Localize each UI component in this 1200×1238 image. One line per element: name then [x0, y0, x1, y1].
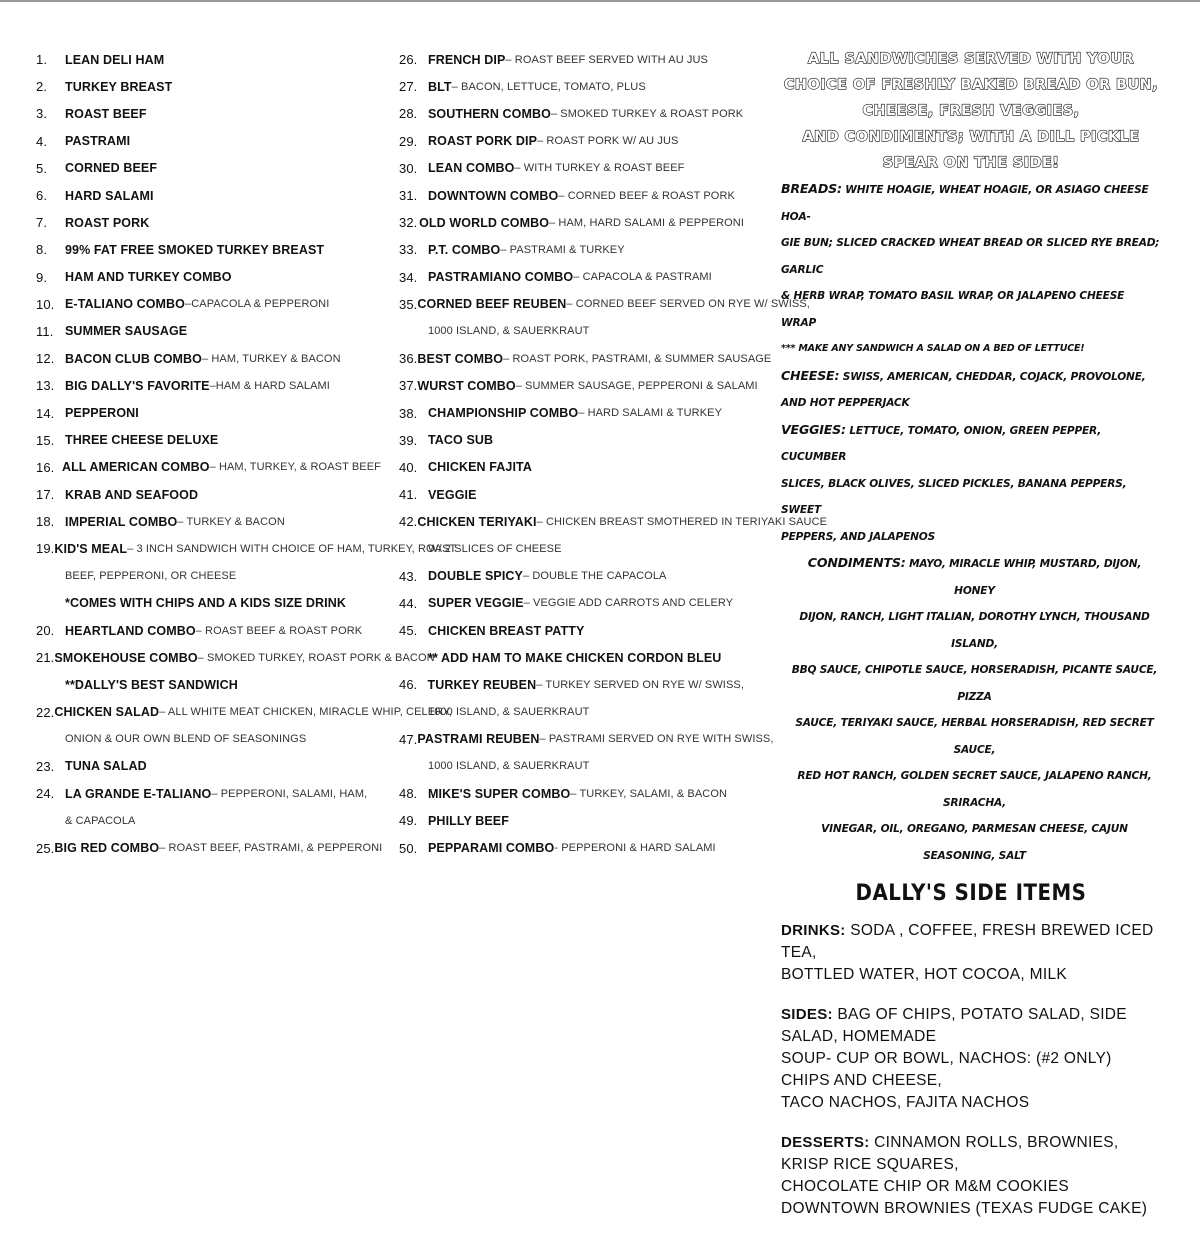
condiments-text: BBQ SAUCE, CHIPOTLE SAUCE, HORSERADISH, PICANTE SAUCE, PIZZA	[791, 664, 1158, 703]
side-items-title: DALLY'S SIDE ITEMS	[855, 881, 1087, 906]
sides-section	[781, 1004, 1161, 1114]
menu-item-description: – PEPPERONI, SALAMI, HAM,	[211, 787, 368, 800]
menu-item-description: – HARD SALAMI & TURKEY	[578, 407, 723, 420]
menu-item-name: PEPPARAMI COMBO	[428, 841, 555, 856]
menu-item	[36, 318, 381, 345]
menu-item	[36, 508, 381, 535]
menu-item-number: 11.	[36, 323, 54, 339]
menu-item-name: DOUBLE SPICY	[428, 569, 523, 584]
intro-line: CHEESE, FRESH VEGGIES,	[862, 103, 1080, 119]
menu-item-name: BIG DALLY'S FAVORITE	[65, 378, 210, 393]
menu-item	[399, 780, 744, 807]
cheese-section	[781, 363, 1161, 417]
menu-item-name: KRAB AND SEAFOOD	[65, 487, 199, 502]
drinks-heading: DRINKS:	[781, 922, 846, 939]
menu-item	[36, 236, 381, 263]
menu-item-number: 5.	[36, 160, 48, 176]
menu-item-continuation	[399, 753, 744, 780]
menu-item	[399, 834, 744, 861]
menu-item-description: – ALL WHITE MEAT CHICKEN, MIRACLE WHIP, CELERY,	[159, 706, 453, 719]
menu-item	[36, 73, 381, 100]
menu-item-description: – CORNED BEEF & ROAST PORK	[558, 189, 735, 202]
menu-item	[36, 481, 381, 508]
menu-item-description: 1000 ISLAND, & SAUERKRAUT	[428, 706, 590, 719]
desserts-section	[781, 1132, 1161, 1220]
menu-item	[399, 590, 744, 617]
menu-item-number: 26.	[399, 52, 418, 68]
menu-item	[399, 481, 744, 508]
veggies-heading: VEGGIES:	[781, 421, 846, 437]
menu-item	[36, 644, 435, 671]
menu-item-note-text: *COMES WITH CHIPS AND A KIDS SIZE DRINK	[65, 596, 346, 611]
menu-item-continuation	[399, 535, 744, 562]
menu-item-number: 44.	[399, 595, 418, 611]
breads-heading: BREADS:	[781, 181, 842, 196]
menu-item-description: – SMOKED TURKEY, ROAST PORK & BACON	[197, 651, 435, 664]
menu-item	[399, 617, 744, 644]
breads-section	[781, 176, 1161, 363]
menu-item-description: ONION & OUR OWN BLEND OF SEASONINGS	[65, 733, 307, 746]
desserts-heading: DESSERTS:	[781, 1134, 870, 1151]
menu-item-name: OLD WORLD COMBO	[419, 215, 550, 230]
menu-item-name: IMPERIAL COMBO	[65, 514, 178, 529]
menu-item-description: – ROAST BEEF, PASTRAMI, & PEPPERONI	[159, 842, 383, 855]
sides-heading: SIDES:	[781, 1006, 833, 1023]
menu-item-description: – PASTRAMI & TURKEY	[500, 243, 625, 256]
menu-item-number: 49.	[399, 813, 418, 829]
menu-item-description: – SUMMER SAUSAGE, PEPPERONI & SALAMI	[515, 379, 758, 392]
served-with-intro	[781, 46, 1161, 176]
menu-item	[36, 399, 381, 426]
menu-item-description: & CAPACOLA	[65, 814, 136, 827]
drinks-section	[781, 920, 1161, 986]
sides-text: TACO NACHOS, FAJITA NACHOS	[781, 1094, 1030, 1111]
menu-item	[36, 372, 381, 399]
menu-item-note	[36, 590, 381, 617]
menu-item	[36, 46, 381, 73]
menu-item-number: 15.	[36, 432, 55, 448]
menu-item-description: – TURKEY, SALAMI, & BACON	[570, 787, 728, 800]
intro-line: AND CONDIMENTS; WITH A DILL PICKLE	[802, 129, 1140, 145]
sides-text: BAG OF CHIPS, POTATO SALAD, SIDE SALAD, HOMEMADE	[781, 1006, 1127, 1045]
menu-item	[399, 236, 744, 263]
menu-item	[399, 209, 744, 236]
menu-item-number: 9.	[36, 269, 48, 285]
veggies-text: LETTUCE, TOMATO, ONION, GREEN PEPPER, CUCUMBER	[781, 424, 1102, 463]
menu-item-name: SUPER VEGGIE	[428, 596, 524, 611]
menu-item-number: 3.	[36, 106, 48, 122]
menu-item-name: CHICKEN TERIYAKI	[417, 514, 537, 529]
menu-item-continuation	[36, 807, 381, 834]
menu-item-number: 21.	[36, 650, 55, 666]
intro-line: ALL SANDWICHES SERVED WITH YOUR	[808, 51, 1134, 67]
menu-item-name: TUNA SALAD	[65, 759, 147, 774]
menu-item-description: – CHICKEN BREAST SMOTHERED IN TERIYAKI SAUCE	[536, 515, 828, 528]
menu-item-description: – TURKEY SERVED ON RYE W/ SWISS,	[536, 678, 744, 691]
menu-item-number: 13.	[36, 378, 55, 394]
menu-item-name: CHICKEN SALAD	[54, 705, 160, 720]
menu-item-note	[399, 644, 744, 671]
menu-item-name: LEAN COMBO	[428, 161, 515, 176]
condiments-text: VINEGAR, OIL, OREGANO, PARMESAN CHEESE, CAJUN SEASONING, SALT	[821, 823, 1128, 862]
top-border-line	[0, 0, 1200, 2]
menu-item	[36, 780, 381, 807]
intro-line: SPEAR ON THE SIDE!	[882, 155, 1060, 171]
menu-item	[36, 427, 381, 454]
menu-item-description: – ROAST BEEF SERVED WITH AU JUS	[505, 53, 708, 66]
menu-item-description: – CAPACOLA & PASTRAMI	[573, 271, 712, 284]
menu-item-number: 39.	[399, 432, 418, 448]
menu-item-name: DOWNTOWN COMBO	[428, 188, 559, 203]
menu-item-description: – VEGGIE ADD CARROTS AND CELERY	[523, 597, 734, 610]
menu-item-number: 41.	[399, 487, 418, 503]
menu-item-name: ROAST PORK	[65, 215, 150, 230]
menu-item-number: 36.	[399, 351, 418, 367]
menu-item	[36, 535, 457, 562]
menu-item-number: 8.	[36, 242, 48, 258]
menu-item-description: – HAM, TURKEY & BACON	[202, 352, 341, 365]
desserts-text: CINNAMON ROLLS, BROWNIES, KRISP RICE SQUARES,	[781, 1134, 1119, 1173]
menu-item-number: 25.	[36, 840, 55, 856]
menu-item-number: 48.	[399, 786, 418, 802]
menu-item-description: W/ 2 SLICES OF CHEESE	[428, 542, 562, 555]
menu-item-number: 6.	[36, 188, 48, 204]
menu-item	[399, 726, 774, 753]
menu-item-description: 1000 ISLAND, & SAUERKRAUT	[428, 325, 590, 338]
menu-item-name: E-TALIANO COMBO	[65, 297, 186, 312]
menu-item	[36, 454, 381, 481]
menu-item-name: ROAST BEEF	[65, 106, 147, 121]
menu-item-name: LA GRANDE E-TALIANO	[65, 786, 212, 801]
menu-item-name: ALL AMERICAN COMBO	[61, 460, 210, 475]
menu-item-number: 1.	[36, 52, 48, 68]
menu-item-name: KID'S MEAL	[54, 541, 128, 556]
menu-item-name: PASTRAMIANO COMBO	[428, 270, 574, 285]
menu-item-note-text: **DALLY'S BEST SANDWICH	[65, 677, 238, 692]
menu-item-continuation	[399, 699, 744, 726]
cheese-text: SWISS, AMERICAN, CHEDDAR, COJACK, PROVOLONE,	[839, 370, 1146, 383]
menu-item-name: SOUTHERN COMBO	[428, 106, 551, 121]
menu-item-number: 42.	[399, 514, 418, 530]
menu-item	[399, 46, 744, 73]
menu-item	[399, 182, 744, 209]
menu-item	[36, 699, 453, 726]
menu-item-name: CORNED BEEF REUBEN	[417, 297, 567, 312]
menu-item-name: MIKE'S SUPER COMBO	[428, 786, 571, 801]
condiments-text: DIJON, RANCH, LIGHT ITALIAN, DOROTHY LYNCH, THOUSAND ISLAND,	[799, 611, 1150, 650]
menu-item-description: 1000 ISLAND, & SAUERKRAUT	[428, 760, 590, 773]
menu-item-number: 31.	[399, 188, 418, 204]
menu-item-name: BIG RED COMBO	[54, 841, 160, 856]
menu-item	[399, 807, 744, 834]
menu-item-note-text: ** ADD HAM TO MAKE CHICKEN CORDON BLEU	[428, 650, 722, 665]
menu-item-description: – 3 INCH SANDWICH WITH CHOICE OF HAM, TURKEY, ROAST	[127, 542, 457, 555]
menu-item-number: 50.	[399, 840, 418, 856]
menu-item-name: PASTRAMI	[65, 134, 131, 149]
menu-item-description: – HAM, HARD SALAMI & PEPPERONI	[549, 216, 744, 229]
menu-item-number: 24.	[36, 786, 55, 802]
menu-item-number: 17.	[36, 487, 55, 503]
menu-item-number: 20.	[36, 623, 55, 639]
menu-item-name: HEARTLAND COMBO	[65, 623, 196, 638]
menu-item-number: 35.	[399, 296, 418, 312]
menu-item-number: 38.	[399, 405, 418, 421]
menu-item-continuation	[399, 318, 744, 345]
menu-item-number: 37.	[399, 378, 418, 394]
menu-item-number: 4.	[36, 133, 48, 149]
breads-text: GIE BUN; SLICED CRACKED WHEAT BREAD OR SLICED RYE BREAD; GARLIC	[781, 237, 1160, 276]
menu-item-number: 10.	[36, 296, 55, 312]
menu-item-number: 30.	[399, 160, 418, 176]
menu-item-name: HAM AND TURKEY COMBO	[65, 270, 232, 285]
veggies-text: PEPPERS, AND JALAPENOS	[781, 530, 936, 543]
menu-item-number: 14.	[36, 405, 55, 421]
menu-item-name: PEPPERONI	[65, 406, 139, 421]
menu-item-description: – CORNED BEEF SERVED ON RYE W/ SWISS,	[566, 298, 810, 311]
menu-item-number: 47.	[399, 731, 418, 747]
menu-item-continuation	[36, 563, 381, 590]
menu-item-description: BEEF, PEPPERONI, OR CHEESE	[65, 570, 237, 583]
menu-item	[399, 155, 744, 182]
menu-item	[399, 454, 744, 481]
menu-item	[36, 264, 381, 291]
menu-item	[399, 345, 772, 372]
menu-item-name: PHILLY BEEF	[428, 813, 509, 828]
menu-item-description: – ROAST PORK, PASTRAMI, & SUMMER SAUSAGE	[503, 352, 772, 365]
menu-item-name: FRENCH DIP	[428, 52, 506, 67]
menu-item-number: 32.	[399, 215, 418, 231]
menu-item-number: 18.	[36, 514, 55, 530]
menu-item-number: 22.	[36, 704, 55, 720]
menu-item-number: 46.	[399, 677, 418, 693]
cheese-heading: CHEESE:	[781, 367, 840, 383]
menu-item	[36, 753, 381, 780]
menu-item	[36, 834, 381, 861]
menu-item	[36, 155, 381, 182]
menu-item-name: CHAMPIONSHIP COMBO	[428, 406, 579, 421]
menu-item-name: PASTRAMI REUBEN	[417, 732, 540, 747]
drinks-text: SODA , COFFEE, FRESH BREWED ICED TEA,	[781, 922, 1154, 961]
menu-item-description: – ROAST BEEF & ROAST PORK	[195, 624, 363, 637]
menu-item	[36, 100, 381, 127]
menu-item-name: SUMMER SAUSAGE	[65, 324, 188, 339]
menu-item-description: – TURKEY & BACON	[177, 515, 285, 528]
condiments-text: RED HOT RANCH, GOLDEN SECRET SAUCE, JALAPENO RANCH, SRIRACHA,	[797, 770, 1152, 809]
menu-item-description: – DOUBLE THE CAPACOLA	[522, 570, 667, 583]
menu-item-number: 40.	[399, 459, 418, 475]
menu-item	[36, 617, 381, 644]
menu-item	[399, 128, 744, 155]
breads-text: & HERB WRAP, TOMATO BASIL WRAP, OR JALAPENO CHEESE WRAP	[781, 290, 1125, 329]
info-column-right	[781, 46, 1161, 1238]
menu-item-name: ROAST PORK DIP	[428, 134, 538, 149]
menu-item-name: BACON CLUB COMBO	[65, 351, 203, 366]
menu-item-name: CORNED BEEF	[65, 161, 158, 176]
menu-item-name: TURKEY BREAST	[65, 79, 173, 94]
menu-item-description: –CAPACOLA & PEPPERONI	[185, 298, 330, 311]
menu-item-name: LEAN DELI HAM	[65, 52, 165, 67]
menu-item-name: WURST COMBO	[417, 378, 516, 393]
menu-item-name: BEST COMBO	[417, 351, 504, 366]
menu-item-number: 16.	[36, 459, 55, 475]
menu-item-number: 7.	[36, 215, 48, 231]
menu-item-description: - PEPPERONI & HARD SALAMI	[554, 842, 716, 855]
menu-item	[399, 73, 744, 100]
sides-text: SOUP- CUP OR BOWL, NACHOS: (#2 ONLY) CHIPS AND CHEESE,	[781, 1050, 1112, 1089]
menu-item-name: TACO SUB	[428, 433, 494, 448]
menu-item	[399, 264, 744, 291]
cheese-text: AND HOT PEPPERJACK	[781, 397, 910, 409]
menu-item-name: THREE CHEESE DELUXE	[65, 433, 219, 448]
menu-item	[399, 427, 744, 454]
menu-item-name: HARD SALAMI	[65, 188, 154, 203]
menu-item-number: 29.	[399, 133, 418, 149]
condiments-section	[781, 550, 1161, 869]
menu-item	[399, 291, 810, 318]
menu-item	[399, 399, 744, 426]
menu-item-name: 99% FAT FREE SMOKED TURKEY BREAST	[65, 242, 325, 257]
menu-item-name: VEGGIE	[428, 487, 477, 502]
breads-note: *** MAKE ANY SANDWICH A SALAD ON A BED OF LETTUCE!	[781, 343, 1085, 354]
veggies-text: SLICES, BLACK OLIVES, SLICED PICKLES, BANANA PEPPERS, SWEET	[781, 477, 1127, 516]
menu-item-description: – ROAST PORK W/ AU JUS	[537, 135, 679, 148]
menu-item-description: –HAM & HARD SALAMI	[209, 379, 330, 392]
menu-item	[36, 209, 381, 236]
menu-item-continuation	[36, 726, 381, 753]
intro-line: CHOICE OF FRESHLY BAKED BREAD OR BUN,	[783, 77, 1159, 93]
menu-item-number: 43.	[399, 568, 418, 584]
menu-item-number: 12.	[36, 351, 55, 367]
menu-item	[36, 128, 381, 155]
menu-item-description: – SMOKED TURKEY & ROAST PORK	[550, 107, 744, 120]
menu-item-name: SMOKEHOUSE COMBO	[54, 650, 198, 665]
menu-item-name: P.T. COMBO	[428, 242, 501, 257]
menu-item-number: 19.	[36, 541, 55, 557]
menu-item-number: 23.	[36, 758, 55, 774]
condiments-text: SAUCE, TERIYAKI SAUCE, HERBAL HORSERADISH, RED SECRET SAUCE,	[795, 717, 1154, 756]
menu-item	[399, 563, 744, 590]
menu-item-number: 27.	[399, 79, 418, 95]
menu-item-number: 33.	[399, 242, 418, 258]
desserts-text: CHOCOLATE CHIP OR M&M COOKIES	[781, 1178, 1070, 1195]
menu-item-description: – WITH TURKEY & ROAST BEEF	[514, 162, 685, 175]
desserts-text: DOWNTOWN BROWNIES (TEXAS FUDGE CAKE)	[781, 1200, 1148, 1217]
menu-item-number: 45.	[399, 623, 418, 639]
condiments-text: MAYO, MIRACLE WHIP, MUSTARD, DIJON, HONEY	[905, 558, 1142, 597]
menu-item	[399, 671, 744, 698]
drinks-text: BOTTLED WATER, HOT COCOA, MILK	[781, 966, 1068, 983]
breads-text: WHITE HOAGIE, WHEAT HOAGIE, OR ASIAGO CHEESE HOA-	[781, 184, 1149, 223]
menu-item-number: 28.	[399, 106, 418, 122]
menu-item	[399, 508, 828, 535]
menu-item-description: – HAM, TURKEY, & ROAST BEEF	[209, 461, 381, 474]
menu-item-description: – PASTRAMI SERVED ON RYE WITH SWISS,	[539, 733, 774, 746]
menu-item	[36, 291, 381, 318]
menu-item	[399, 100, 744, 127]
menu-item	[36, 345, 381, 372]
menu-item-name: CHICKEN FAJITA	[428, 460, 532, 475]
condiments-heading: CONDIMENTS:	[807, 555, 906, 570]
menu-item	[399, 372, 758, 399]
menu-item-name: BLT	[428, 79, 452, 94]
menu-item-description: – BACON, LETTUCE, TOMATO, PLUS	[451, 80, 646, 93]
menu-item-number: 2.	[36, 79, 48, 95]
menu-item	[36, 182, 381, 209]
veggies-section	[781, 417, 1161, 551]
menu-item-number: 34.	[399, 269, 418, 285]
menu-item-name: TURKEY REUBEN	[427, 677, 537, 692]
menu-item-name: CHICKEN BREAST PATTY	[428, 623, 585, 638]
menu-item-note	[36, 671, 381, 698]
